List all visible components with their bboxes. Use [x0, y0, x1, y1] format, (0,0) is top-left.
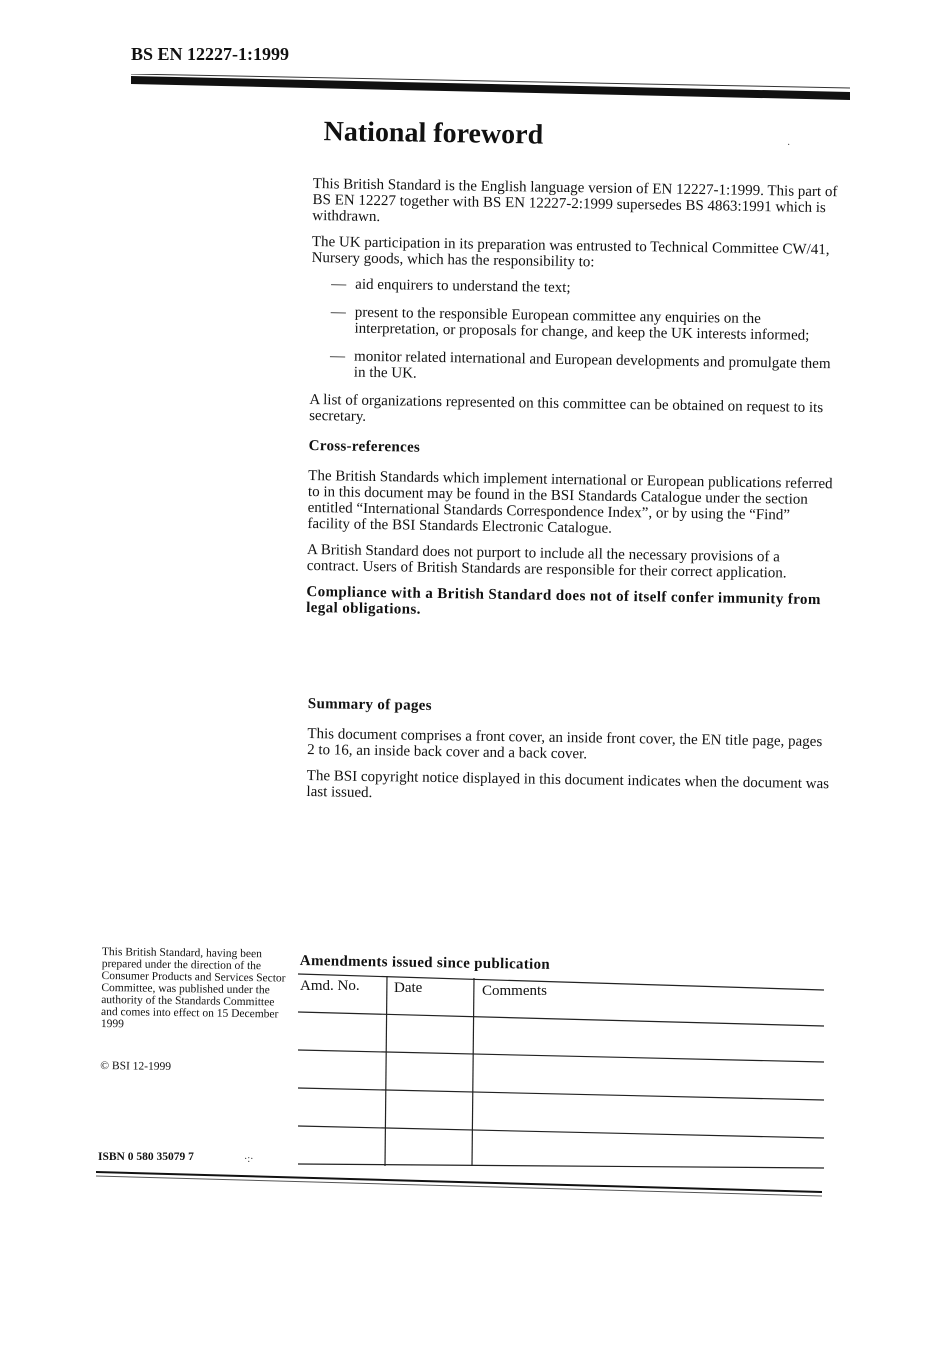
- summary-para-1: This document comprises a front cover, an inside front cover, the EN title page, pages 2 to 16, an inside back cover and a back cover.: [307, 725, 823, 763]
- standard-id: BS EN 12227-1:1999: [131, 44, 290, 64]
- foreword-para-3: A list of organizations represented on this committee can be obtained on request to its secretary.: [309, 391, 824, 425]
- column-header-amd-no: Amd. No.: [300, 978, 360, 994]
- scan-speck-icon: ·: [787, 140, 791, 151]
- footer-rule: [96, 1168, 822, 1198]
- list-item: [310, 304, 835, 344]
- list-item: [311, 276, 836, 300]
- foreword-para-1: This British Standard is the English language version of EN 12227-1:1999. This part of BS EN 12227 together with BS EN 12227-2:1999 supersedes BS 4863:1991 which is withdrawn.: [312, 175, 838, 226]
- list-item-text: present to the responsible European committee any enquiries on the interpretation, or proposals for change, and keep the UK interests informed;: [354, 304, 810, 344]
- page-title: National foreword: [323, 116, 544, 151]
- list-item-text: aid enquirers to understand the text;: [355, 276, 571, 297]
- scan-speck-icon: ·:·: [244, 1154, 254, 1165]
- column-header-date: Date: [394, 980, 423, 996]
- amendments-grid: [296, 970, 826, 1170]
- cross-references-heading: Cross-references: [308, 437, 421, 456]
- compliance-note: Compliance with a British Standard does not of itself confer immunity from legal obligations.: [306, 583, 821, 618]
- column-header-comments: Comments: [482, 983, 548, 999]
- list-item: [310, 348, 835, 388]
- list-item-text: monitor related international and European developments and promulgate them in the UK.: [353, 348, 831, 382]
- summary-heading: Summary of pages: [307, 696, 432, 714]
- responsibility-list: [310, 276, 837, 388]
- dash-mark: —: [331, 276, 347, 293]
- cross-references-para-1: The British Standards which implement international or European publications referred to in this document may be found in the BSI Standards Catalogue under the section entitled “International Standards Correspondence Index”, or by using the “Find” facility of the BSI Standards Electronic Catalogue.: [307, 467, 833, 537]
- isbn: ISBN 0 580 35079 7: [98, 1151, 194, 1163]
- foreword-para-2: The UK participation in its preparation was entrusted to Technical Committee CW/41, Nursery goods, which has the responsibility to:: [311, 233, 830, 271]
- summary-of-pages-section: [306, 696, 833, 818]
- cross-references-para-2: A British Standard does not purport to include all the necessary provisions of a contract. Users of British Standards are responsible for their correct application.: [306, 541, 787, 582]
- amendments-table: [296, 970, 826, 1170]
- dash-mark: —: [329, 348, 346, 365]
- approval-statement: This British Standard, having been prepared under the direction of the Consumer Products and Services Sector Committee, was published under the authority of the Standards Committee and comes into effect on 15 December 1999: [100, 946, 286, 1031]
- national-foreword-section: [306, 108, 839, 634]
- copyright-notice: © BSI 12-1999: [100, 1059, 172, 1073]
- dash-mark: —: [330, 304, 346, 321]
- amendments-title: Amendments issued since publication: [299, 953, 551, 973]
- header-rule: [131, 74, 850, 100]
- publication-sidebar: [100, 946, 292, 1085]
- summary-para-2: The BSI copyright notice displayed in this document indicates when the document was last issued.: [306, 767, 830, 802]
